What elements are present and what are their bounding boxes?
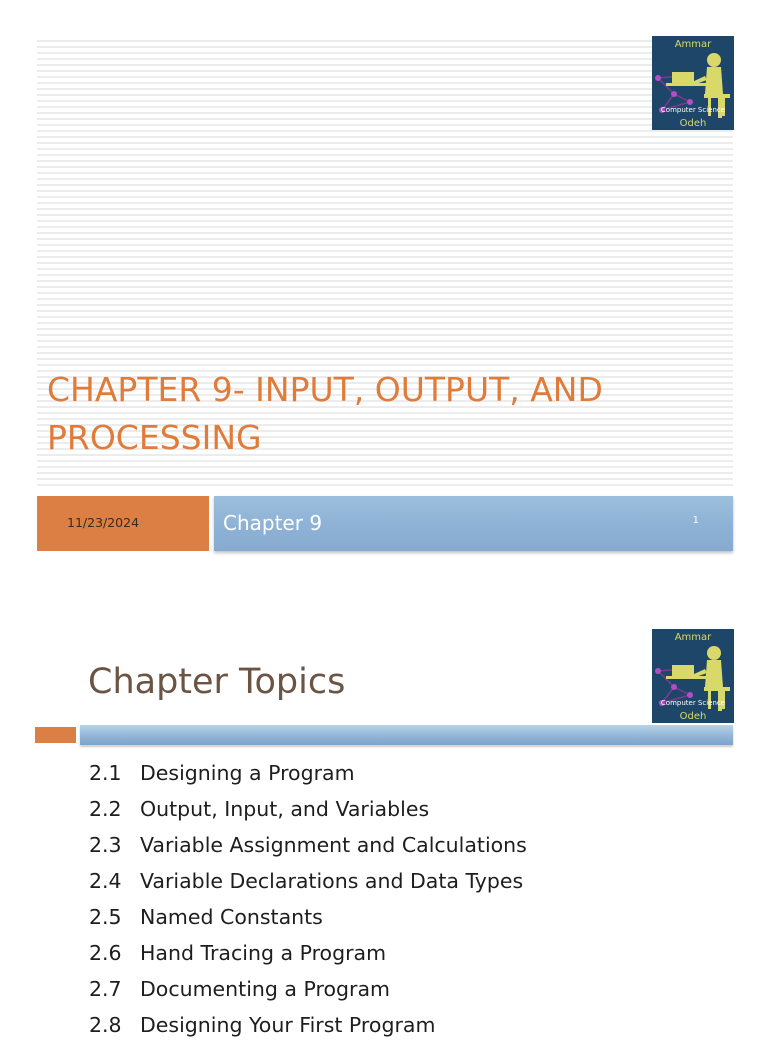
- logo-image: [652, 36, 734, 130]
- topic-label: Variable Assignment and Calculations: [140, 833, 527, 857]
- topic-list: [89, 755, 527, 1043]
- topic-number: 2.1: [89, 761, 122, 785]
- topic-label: Variable Declarations and Data Types: [140, 869, 524, 893]
- topic-number: 2.7: [89, 977, 122, 1001]
- list-item: [89, 971, 527, 1007]
- logo-top-text: Ammar: [674, 632, 712, 643]
- topic-number: 2.6: [89, 941, 122, 965]
- footer-bar: [214, 496, 733, 551]
- topics-slide: [0, 590, 768, 1037]
- topic-number: 2.8: [89, 1013, 122, 1037]
- list-item: [89, 863, 527, 899]
- list-item: [89, 1007, 527, 1043]
- topic-number: 2.5: [89, 905, 122, 929]
- logo-middle-text: Computer Science: [660, 699, 726, 707]
- topic-label: Hand Tracing a Program: [140, 941, 387, 965]
- title-accent-blue: [80, 725, 733, 745]
- date-block: [37, 496, 209, 551]
- logo-bottom-text: Odeh: [679, 118, 707, 129]
- list-item: [89, 899, 527, 935]
- title-accent-orange: [35, 727, 76, 743]
- logo-top-text: Ammar: [674, 39, 712, 50]
- logo-middle-text: Computer Science: [660, 106, 726, 114]
- topic-label: Documenting a Program: [140, 977, 390, 1001]
- logo-graphic: [652, 36, 734, 130]
- topic-label: Named Constants: [140, 905, 323, 929]
- list-item: [89, 935, 527, 971]
- topic-label: Output, Input, and Variables: [140, 797, 430, 821]
- slide-title: CHAPTER 9- INPUT, OUTPUT, AND PROCESSING: [47, 370, 603, 457]
- footer-chapter-label: Chapter 9: [223, 511, 323, 535]
- slide-date: 11/23/2024: [67, 515, 140, 530]
- topics-title: Chapter Topics: [88, 662, 346, 702]
- logo-graphic: [652, 629, 734, 723]
- logo-image: [652, 629, 734, 723]
- topic-number: 2.3: [89, 833, 122, 857]
- page-number: 1: [692, 515, 699, 526]
- topic-label: Designing Your First Program: [140, 1013, 436, 1037]
- topic-label: Designing a Program: [140, 761, 355, 785]
- logo-bottom-text: Odeh: [679, 711, 707, 722]
- list-item: [89, 791, 527, 827]
- topic-number: 2.2: [89, 797, 122, 821]
- list-item: [89, 755, 527, 791]
- topic-number: 2.4: [89, 869, 122, 893]
- list-item: [89, 827, 527, 863]
